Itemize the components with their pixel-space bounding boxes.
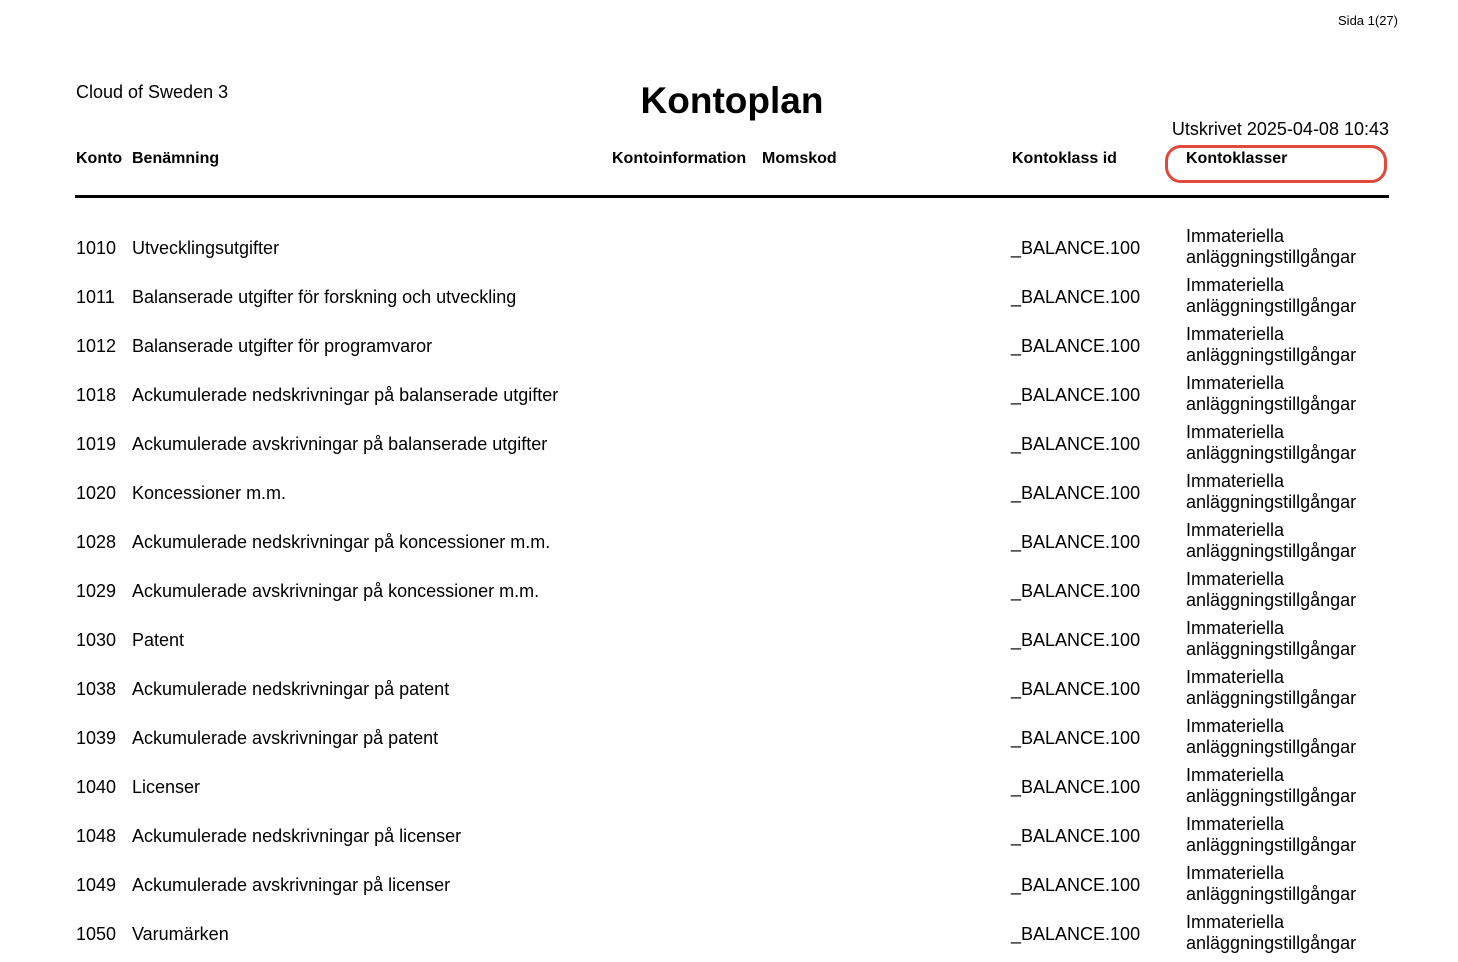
account-class-id: _BALANCE.100 [1011, 532, 1141, 552]
column-header-benamning: Benämning [132, 150, 220, 167]
account-name: Ackumulerade avskrivningar på balanserade utgifter [132, 434, 548, 454]
page-title: Kontoplan [640, 80, 824, 121]
table-row [0, 371, 1458, 420]
account-class-id: _BALANCE.100 [1011, 287, 1141, 307]
column-header-konto: Konto [76, 150, 123, 167]
table-row [0, 714, 1458, 763]
account-number: 1030 [76, 630, 117, 650]
account-number: 1039 [76, 728, 117, 748]
account-name: Varumärken [132, 924, 229, 944]
account-number: 1028 [76, 532, 117, 552]
account-number: 1019 [76, 434, 117, 454]
account-number: 1038 [76, 679, 117, 699]
account-class-id: _BALANCE.100 [1011, 581, 1141, 601]
account-name: Ackumulerade avskrivningar på licenser [132, 875, 451, 895]
account-classes: Immateriella anläggningstillgångar [1186, 275, 1357, 316]
table-row [0, 567, 1458, 616]
table-row [0, 322, 1458, 371]
account-class-id: _BALANCE.100 [1011, 924, 1141, 944]
table-row [0, 910, 1458, 959]
column-header-kontoklasser: Kontoklasser [1186, 150, 1288, 167]
account-classes: Immateriella anläggningstillgångar [1186, 422, 1357, 463]
account-class-id: _BALANCE.100 [1011, 777, 1141, 797]
table-row [0, 469, 1458, 518]
table-row [0, 420, 1458, 469]
table-row [0, 224, 1458, 273]
account-class-id: _BALANCE.100 [1011, 826, 1141, 846]
account-classes: Immateriella anläggningstillgångar [1186, 765, 1357, 806]
account-name: Ackumulerade nedskrivningar på licenser [132, 826, 462, 846]
account-name: Koncessioner m.m. [132, 483, 287, 503]
account-classes: Immateriella anläggningstillgångar [1186, 226, 1357, 267]
column-header-kontoinformation: Kontoinformation [612, 150, 747, 167]
account-number: 1010 [76, 238, 117, 258]
account-number: 1020 [76, 483, 117, 503]
account-list [0, 224, 1458, 959]
account-classes: Immateriella anläggningstillgångar [1186, 667, 1357, 708]
account-name: Ackumulerade nedskrivningar på koncessioner m.m. [132, 532, 551, 552]
account-classes: Immateriella anläggningstillgångar [1186, 814, 1357, 855]
table-row [0, 763, 1458, 812]
account-name: Ackumulerade nedskrivningar på balanserade utgifter [132, 385, 559, 405]
account-number: 1011 [76, 287, 115, 307]
account-class-id: _BALANCE.100 [1011, 728, 1141, 748]
table-row [0, 273, 1458, 322]
account-class-id: _BALANCE.100 [1011, 238, 1141, 258]
page-number: Sida 1(27) [1338, 13, 1398, 28]
header-divider [75, 195, 1389, 198]
account-class-id: _BALANCE.100 [1011, 875, 1141, 895]
table-row [0, 616, 1458, 665]
account-name: Ackumulerade nedskrivningar på patent [132, 679, 450, 699]
account-class-id: _BALANCE.100 [1011, 630, 1141, 650]
account-name: Utvecklingsutgifter [132, 238, 280, 258]
account-classes: Immateriella anläggningstillgångar [1186, 863, 1357, 904]
account-name: Balanserade utgifter för programvaror [132, 336, 433, 356]
account-name: Licenser [132, 777, 201, 797]
highlight-ellipse [1165, 145, 1387, 183]
account-class-id: _BALANCE.100 [1011, 385, 1141, 405]
account-number: 1029 [76, 581, 117, 601]
account-number: 1012 [76, 336, 117, 356]
account-number: 1049 [76, 875, 117, 895]
table-row [0, 861, 1458, 910]
account-number: 1050 [76, 924, 117, 944]
account-name: Ackumulerade avskrivningar på patent [132, 728, 439, 748]
account-name: Patent [132, 630, 185, 650]
table-row [0, 665, 1458, 714]
printed-timestamp: Utskrivet 2025-04-08 10:43 [1171, 119, 1389, 139]
table-row [0, 812, 1458, 861]
account-class-id: _BALANCE.100 [1011, 679, 1141, 699]
account-class-id: _BALANCE.100 [1011, 434, 1141, 454]
account-classes: Immateriella anläggningstillgångar [1186, 324, 1357, 365]
account-number: 1040 [76, 777, 117, 797]
account-classes: Immateriella anläggningstillgångar [1186, 618, 1357, 659]
account-classes: Immateriella anläggningstillgångar [1186, 569, 1357, 610]
account-number: 1048 [76, 826, 117, 846]
account-name: Balanserade utgifter för forskning och utveckling [132, 287, 517, 307]
account-number: 1018 [76, 385, 117, 405]
account-name: Ackumulerade avskrivningar på koncessioner m.m. [132, 581, 540, 601]
account-class-id: _BALANCE.100 [1011, 483, 1141, 503]
column-header-kontoklass-id: Kontoklass id [1012, 150, 1117, 167]
account-classes: Immateriella anläggningstillgångar [1186, 471, 1357, 512]
account-classes: Immateriella anläggningstillgångar [1186, 520, 1357, 561]
company-name: Cloud of Sweden 3 [76, 82, 229, 102]
table-row [0, 518, 1458, 567]
account-classes: Immateriella anläggningstillgångar [1186, 912, 1357, 953]
column-header-momskod: Momskod [762, 150, 837, 167]
account-classes: Immateriella anläggningstillgångar [1186, 716, 1357, 757]
account-class-id: _BALANCE.100 [1011, 336, 1141, 356]
account-classes: Immateriella anläggningstillgångar [1186, 373, 1357, 414]
